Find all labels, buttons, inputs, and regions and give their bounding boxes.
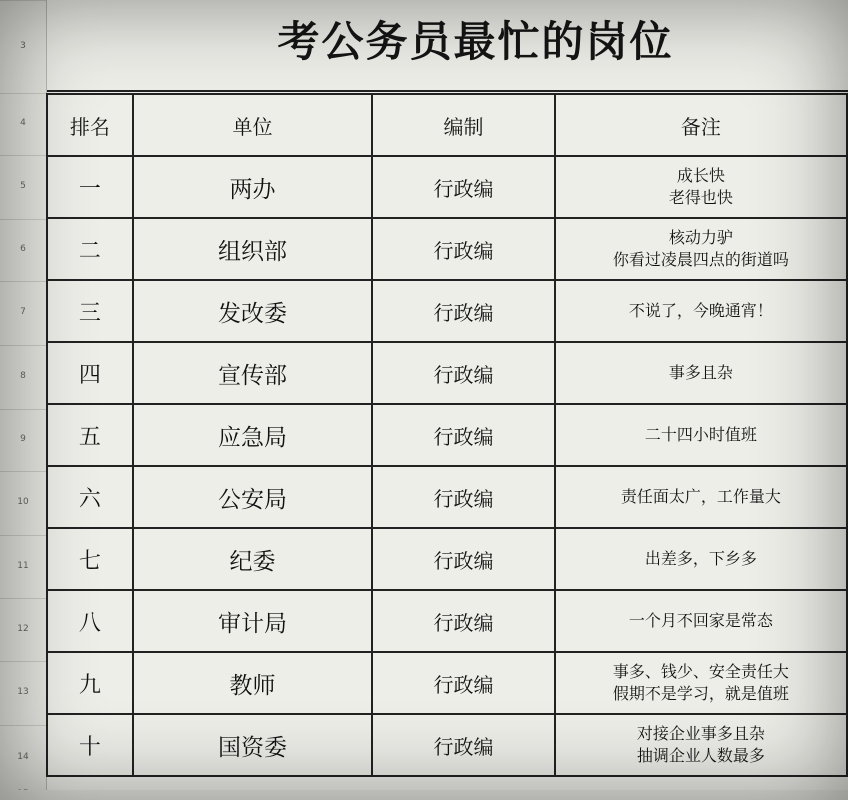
row-divider	[0, 345, 46, 346]
rank-cell[interactable]: 七	[47, 528, 133, 590]
note-line: 责任面太广，工作量大	[620, 487, 781, 506]
unit-cell[interactable]: 两办	[133, 156, 372, 218]
table-row	[47, 590, 847, 652]
rank-cell[interactable]: 六	[47, 466, 133, 528]
note-line: 老得也快	[668, 188, 733, 207]
establishment-cell[interactable]: 行政编	[372, 156, 555, 218]
row-number[interactable]: 10	[17, 497, 29, 507]
unit-cell[interactable]: 应急局	[133, 404, 372, 466]
rank-cell[interactable]: 四	[47, 342, 133, 404]
unit-cell[interactable]: 纪委	[133, 528, 372, 590]
row-divider	[0, 661, 46, 662]
note-line: 二十四小时值班	[644, 425, 757, 444]
unit-cell[interactable]: 教师	[133, 652, 372, 714]
next-row-strip	[0, 790, 848, 800]
rank-cell[interactable]: 十	[47, 714, 133, 776]
note-cell[interactable]	[555, 404, 847, 466]
header-establishment[interactable]: 编制	[372, 94, 555, 156]
establishment-cell[interactable]: 行政编	[372, 590, 555, 652]
unit-cell[interactable]: 宣传部	[133, 342, 372, 404]
row-divider	[0, 0, 46, 1]
header-rank[interactable]: 排名	[47, 94, 133, 156]
row-divider	[0, 471, 46, 472]
note-line: 不说了，今晚通宵！	[628, 301, 773, 320]
row-number[interactable]: 13	[17, 687, 29, 697]
note-line: 一个月不回家是常态	[628, 611, 773, 630]
row-divider	[0, 725, 46, 726]
note-cell[interactable]	[555, 652, 847, 714]
row-number[interactable]: 6	[20, 244, 26, 254]
page-title: 考公务员最忙的岗位	[277, 17, 674, 66]
note-cell[interactable]	[555, 280, 847, 342]
establishment-cell[interactable]: 行政编	[372, 528, 555, 590]
unit-cell[interactable]: 发改委	[133, 280, 372, 342]
note-cell[interactable]	[555, 342, 847, 404]
unit-cell[interactable]: 组织部	[133, 218, 372, 280]
row-divider	[0, 219, 46, 220]
table-row	[47, 714, 847, 776]
row-number[interactable]: 11	[17, 560, 29, 571]
table-row	[47, 218, 847, 280]
row-divider	[0, 155, 46, 156]
row-divider	[0, 598, 46, 599]
establishment-cell[interactable]: 行政编	[372, 404, 555, 466]
row-divider	[0, 281, 46, 282]
rank-cell[interactable]: 五	[47, 404, 133, 466]
row-number[interactable]: 9	[20, 434, 26, 444]
establishment-cell[interactable]: 行政编	[372, 466, 555, 528]
table-row	[47, 342, 847, 404]
note-cell[interactable]	[555, 528, 847, 590]
note-line: 成长快	[676, 166, 725, 185]
note-cell[interactable]	[555, 156, 847, 218]
establishment-cell[interactable]: 行政编	[372, 280, 555, 342]
rank-cell[interactable]: 九	[47, 652, 133, 714]
note-line: 你看过凌晨四点的街道吗	[612, 250, 789, 269]
row-number[interactable]: 3	[20, 40, 26, 51]
rank-cell[interactable]: 八	[47, 590, 133, 652]
establishment-cell[interactable]: 行政编	[372, 652, 555, 714]
establishment-cell[interactable]: 行政编	[372, 714, 555, 776]
note-line: 核动力驴	[668, 228, 733, 247]
row-number[interactable]: 14	[17, 751, 29, 762]
establishment-cell[interactable]: 行政编	[372, 342, 555, 404]
rank-cell[interactable]: 一	[47, 156, 133, 218]
note-cell[interactable]	[555, 466, 847, 528]
ranking-table	[46, 93, 848, 777]
table-row	[47, 156, 847, 218]
row-divider	[0, 535, 46, 536]
header-note[interactable]: 备注	[555, 94, 847, 156]
row-number[interactable]: 7	[20, 307, 26, 317]
note-line: 假期不是学习，就是值班	[612, 684, 789, 703]
row-number[interactable]: 12	[17, 623, 29, 634]
rank-cell[interactable]: 三	[47, 280, 133, 342]
unit-cell[interactable]: 审计局	[133, 590, 372, 652]
table-row	[47, 404, 847, 466]
row-divider	[0, 409, 46, 410]
note-line: 事多、钱少、安全责任大	[612, 662, 789, 681]
unit-cell[interactable]: 国资委	[133, 714, 372, 776]
table-row	[47, 466, 847, 528]
row-divider	[0, 93, 46, 94]
title-cell[interactable]	[47, 0, 848, 92]
header-unit[interactable]: 单位	[133, 94, 372, 156]
note-line: 抽调企业人数最多	[636, 746, 765, 765]
row-header-gutter	[0, 0, 47, 800]
row-number[interactable]: 4	[20, 118, 26, 128]
note-line: 对接企业事多且杂	[636, 724, 765, 743]
note-cell[interactable]	[555, 714, 847, 776]
row-number[interactable]: 8	[20, 371, 26, 381]
table-row	[47, 652, 847, 714]
note-line: 出差多，下乡多	[644, 549, 757, 568]
unit-cell[interactable]: 公安局	[133, 466, 372, 528]
table-row	[47, 528, 847, 590]
note-cell[interactable]	[555, 590, 847, 652]
table-row	[47, 280, 847, 342]
note-line: 事多且杂	[668, 363, 733, 382]
establishment-cell[interactable]: 行政编	[372, 218, 555, 280]
rank-cell[interactable]: 二	[47, 218, 133, 280]
note-cell[interactable]	[555, 218, 847, 280]
row-number[interactable]: 5	[20, 181, 26, 191]
header-row	[47, 94, 847, 156]
